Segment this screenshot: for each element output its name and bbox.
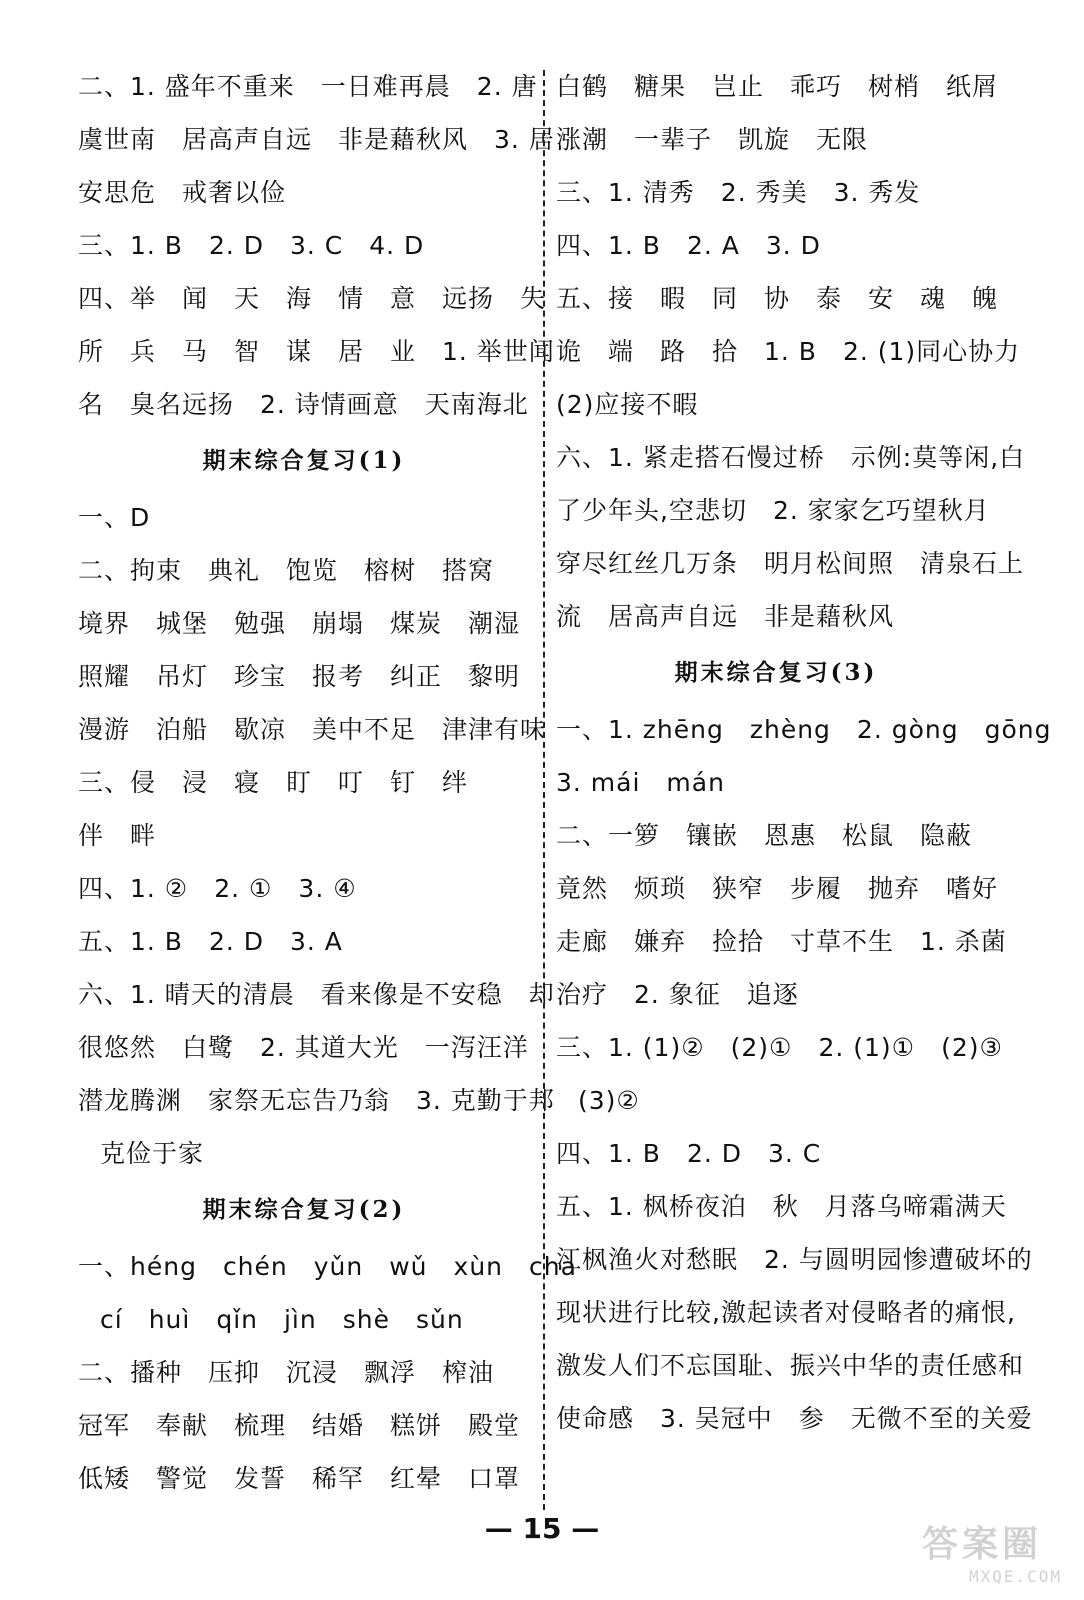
answer-line: 五、1. B 2. D 3. A — [78, 927, 343, 956]
answer-line: 江枫渔火对愁眠 2. 与圆明园惨遭破坏的 — [556, 1245, 1033, 1274]
answer-line: 很悠然 白鹭 2. 其道大光 一泻汪洋 — [78, 1033, 529, 1062]
answer-line: 涨潮 一辈子 凯旋 无限 — [556, 125, 869, 154]
answer-line: 四、1. B 2. D 3. C — [556, 1139, 822, 1168]
watermark-url: MXQE.COM — [968, 1567, 1062, 1586]
answer-line: 五、接 暇 同 协 泰 安 魂 魄 — [556, 284, 999, 313]
answer-line: 四、1. B 2. A 3. D — [556, 231, 821, 260]
answer-line: 五、1. 枫桥夜泊 秋 月落乌啼霜满天 — [556, 1192, 1007, 1221]
answer-line: 六、1. 晴天的清晨 看来像是不安稳 却 — [78, 980, 555, 1009]
answer-line: (3)② — [578, 1086, 640, 1115]
section-title: 期末综合复习(3) — [674, 659, 878, 686]
answer-line: 境界 城堡 勉强 崩塌 煤炭 潮湿 — [78, 609, 521, 638]
watermark-logo — [922, 1516, 1062, 1586]
answer-line: 漫游 泊船 歇凉 美中不足 津津有味 — [78, 715, 547, 744]
answer-line: 竟然 烦琐 狭窄 步履 抛弃 嗜好 — [556, 874, 999, 903]
column-divider — [543, 70, 545, 1510]
answer-line: (2)应接不暇 — [556, 390, 699, 419]
answer-line: 三、侵 浸 寝 盯 叮 钉 绊 — [78, 768, 469, 797]
answer-line: 流 居高声自远 非是藉秋风 — [556, 602, 895, 631]
answer-line: 治疗 2. 象征 追逐 — [556, 980, 799, 1009]
page-number: — 15 — — [484, 1512, 600, 1545]
right-column — [556, 60, 1052, 1445]
section-title: 期末综合复习(1) — [202, 447, 406, 474]
section-title: 期末综合复习(2) — [202, 1196, 406, 1223]
answer-line: 三、1. B 2. D 3. C 4. D — [78, 231, 425, 260]
answer-line: 四、举 闻 天 海 情 意 远扬 失 — [78, 284, 547, 313]
answer-line: 一、1. zhēng zhèng 2. gòng gōng — [556, 715, 1052, 744]
answer-line: cí huì qǐn jìn shè sǔn — [100, 1305, 464, 1334]
answer-line: 所 兵 马 智 谋 居 业 1. 举世闻 — [78, 337, 555, 366]
answer-line: 了少年头,空悲切 2. 家家乞巧望秋月 — [556, 496, 990, 525]
answer-line: 一、D — [78, 503, 151, 532]
answer-line: 克俭于家 — [100, 1139, 205, 1168]
answer-line: 六、1. 紧走搭石慢过桥 示例:莫等闲,白 — [556, 443, 1026, 472]
answer-line: 二、1. 盛年不重来 一日难再晨 2. 唐 — [78, 72, 538, 101]
answer-line: 穿尽红丝几万条 明月松间照 清泉石上 — [556, 549, 1025, 578]
answer-line: 四、1. ② 2. ① 3. ④ — [78, 874, 357, 903]
answer-line: 激发人们不忘国耻、振兴中华的责任感和 — [556, 1351, 1025, 1380]
answer-line: 二、一箩 镶嵌 恩惠 松鼠 隐蔽 — [556, 821, 973, 850]
answer-line: 低矮 警觉 发誓 稀罕 红晕 口罩 — [78, 1464, 521, 1493]
answer-line: 一、héng chén yǔn wǔ xùn chà — [78, 1252, 577, 1281]
answer-line: 潜龙腾渊 家祭无忘告乃翁 3. 克勤于邦 — [78, 1086, 555, 1115]
answer-line: 三、1. (1)② (2)① 2. (1)① (2)③ — [556, 1033, 1003, 1062]
answer-line: 现状进行比较,激起读者对侵略者的痛恨, — [556, 1298, 1016, 1327]
left-column — [78, 60, 577, 1505]
answer-line: 使命感 3. 吴冠中 参 无微不至的关爱 — [556, 1404, 1033, 1433]
answer-line: 伴 畔 — [78, 821, 157, 850]
answer-line: 冠军 奉献 梳理 结婚 糕饼 殿堂 — [78, 1411, 521, 1440]
answer-line: 名 臭名远扬 2. 诗情画意 天南海北 — [78, 390, 529, 419]
answer-line: 二、播种 压抑 沉浸 飘浮 榨油 — [78, 1358, 495, 1387]
answer-line: 安思危 戒奢以俭 — [78, 178, 287, 207]
answer-line: 走廊 嫌弃 捡拾 寸草不生 1. 杀菌 — [556, 927, 1007, 956]
answer-line: 三、1. 清秀 2. 秀美 3. 秀发 — [556, 178, 921, 207]
answer-line: 3. mái mán — [556, 768, 725, 797]
answer-line: 诡 端 路 拾 1. B 2. (1)同心协力 — [556, 337, 1021, 366]
answer-line: 白鹤 糖果 岂止 乖巧 树梢 纸屑 — [556, 72, 999, 101]
answer-line: 照耀 吊灯 珍宝 报考 纠正 黎明 — [78, 662, 521, 691]
watermark-text: 答案圈 — [922, 1524, 1043, 1565]
answer-line: 虞世南 居高声自远 非是藉秋风 3. 居 — [78, 125, 555, 154]
answer-line: 二、拘束 典礼 饱览 榕树 搭窝 — [78, 556, 495, 585]
